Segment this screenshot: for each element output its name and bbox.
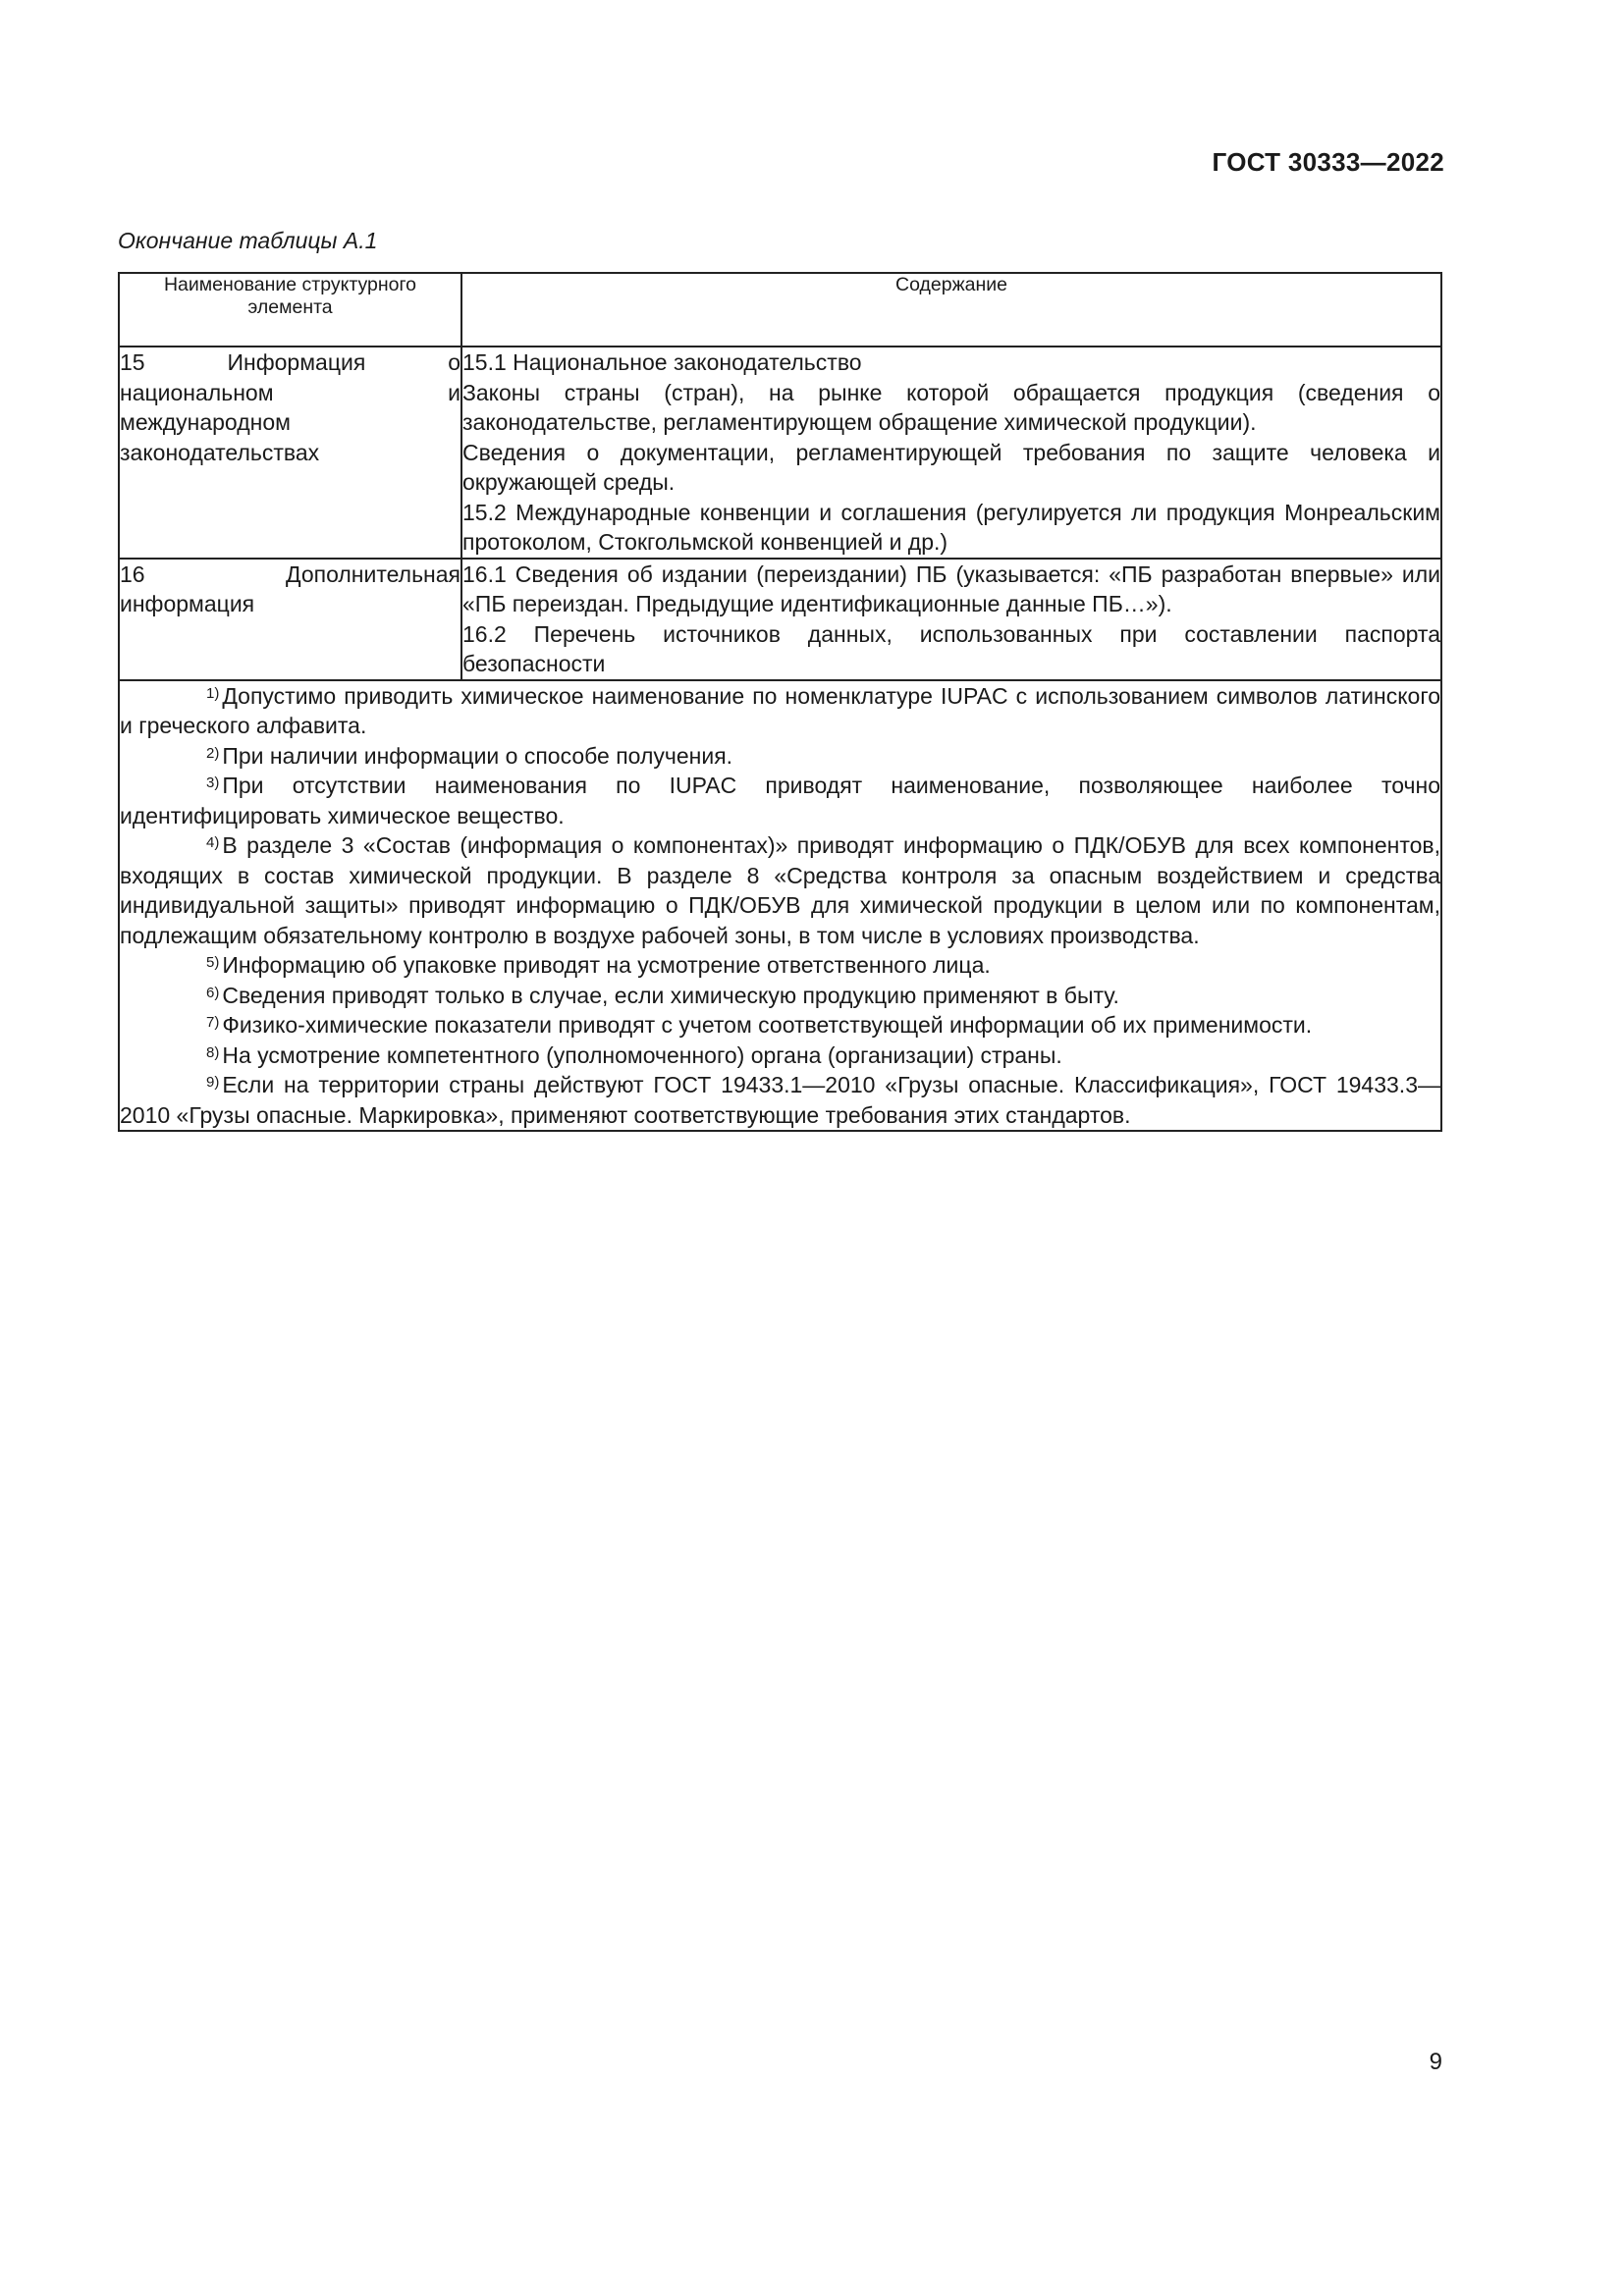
- footnote: [120, 981, 1440, 1011]
- footnote-text: На усмотрение компетентного (уполномоченного) органа (организации) страны.: [222, 1041, 1062, 1068]
- sds-structure-table: [118, 272, 1442, 1132]
- footnote-text: В разделе 3 «Состав (информация о компонентах)» приводят информацию о ПДК/ОБУВ для всех компонентов, входящих в состав химической продукции. В разделе 8 «Средства контроля за опасным воздействием и средства индивидуальной защиты» приводят информацию о ПДК/ОБУВ для химической продукции в целом или по компонентам, подлежащим обязательному контролю в воздухе рабочей зоны, в том числе в условиях производства.: [120, 832, 1440, 948]
- footnote-text: Если на территории страны действуют ГОСТ 19433.1—2010 «Грузы опасные. Классификация», ГОСТ 19433.3—2010 «Грузы опасные. Маркировка», применяют соответствующие требования этих стандартов.: [120, 1072, 1440, 1128]
- footnote-mark: 2): [206, 744, 220, 762]
- footnote-mark: 3): [206, 774, 220, 791]
- content-paragraph: Сведения о документации, регламентирующей требования по защите человека и окружающей среды.: [462, 439, 1440, 495]
- footnotes-row: [119, 680, 1441, 1132]
- footnotes-cell: [119, 680, 1441, 1132]
- footnote-text: Сведения приводят только в случае, если химическую продукцию применяют в быту.: [222, 982, 1119, 1008]
- table-header-row: [119, 273, 1441, 347]
- table-row: [119, 347, 1441, 559]
- content-paragraph: 16.1 Сведения об издании (переиздании) ПБ (указывается: «ПБ разработан впервые» или «ПБ переиздан. Предыдущие идентификационные данные ПБ…»).: [462, 561, 1440, 616]
- footnote-mark: 9): [206, 1074, 220, 1091]
- section-content-cell: [461, 559, 1441, 680]
- footnote: [120, 681, 1440, 741]
- footnote-text: Информацию об упаковке приводят на усмотрение ответственного лица.: [222, 952, 991, 978]
- content-paragraph: 15.2 Международные конвенции и соглашения (регулируется ли продукция Монреальским протоколом, Стокгольмской конвенцией и др.): [462, 499, 1440, 555]
- footnote-text: При наличии информации о способе получения.: [222, 742, 733, 769]
- footnote: [120, 1070, 1440, 1130]
- section-content-cell: [461, 347, 1441, 559]
- footnote-text: Допустимо приводить химическое наименование по номенклатуре IUPAC с использованием символов латинского и греческого алфавита.: [120, 682, 1440, 738]
- footnote-mark: 7): [206, 1014, 220, 1031]
- footnote: [120, 1041, 1440, 1071]
- content-paragraph: 16.2 Перечень источников данных, использованных при составлении паспорта безопасности: [462, 620, 1440, 676]
- section-name-cell: 16 Дополнительная информация: [119, 559, 461, 680]
- footnote-mark: 5): [206, 954, 220, 971]
- footnote-mark: 4): [206, 834, 220, 851]
- footnote-mark: 6): [206, 984, 220, 1001]
- footnote-mark: 1): [206, 684, 220, 702]
- document-code: ГОСТ 30333—2022: [1212, 147, 1444, 177]
- footnote-text: Физико-химические показатели приводят с учетом соответствующей информации об их применимости.: [222, 1012, 1313, 1038]
- footnote: [120, 741, 1440, 772]
- content-paragraph: Законы страны (стран), на рынке которой обращается продукция (сведения о законодательстве, регламентирующем обращение химической продукции).: [462, 379, 1440, 435]
- footnote-mark: 8): [206, 1043, 220, 1061]
- footnote: [120, 830, 1440, 950]
- section-name-cell: 15 Информация о национальном и международном законодательствах: [119, 347, 461, 559]
- table-caption: Окончание таблицы А.1: [118, 228, 378, 253]
- column-header-name: Наименование структурного элемента: [119, 273, 461, 347]
- page-number: 9: [1429, 2049, 1442, 2075]
- table-row: [119, 559, 1441, 680]
- footnote: [120, 1010, 1440, 1041]
- content-paragraph: 15.1 Национальное законодательство: [462, 349, 862, 375]
- footnote: [120, 950, 1440, 981]
- footnote-text: При отсутствии наименования по IUPAC приводят наименование, позволяющее наиболее точно идентифицировать химическое вещество.: [120, 773, 1440, 828]
- footnote: [120, 771, 1440, 830]
- column-header-content: Содержание: [461, 273, 1441, 347]
